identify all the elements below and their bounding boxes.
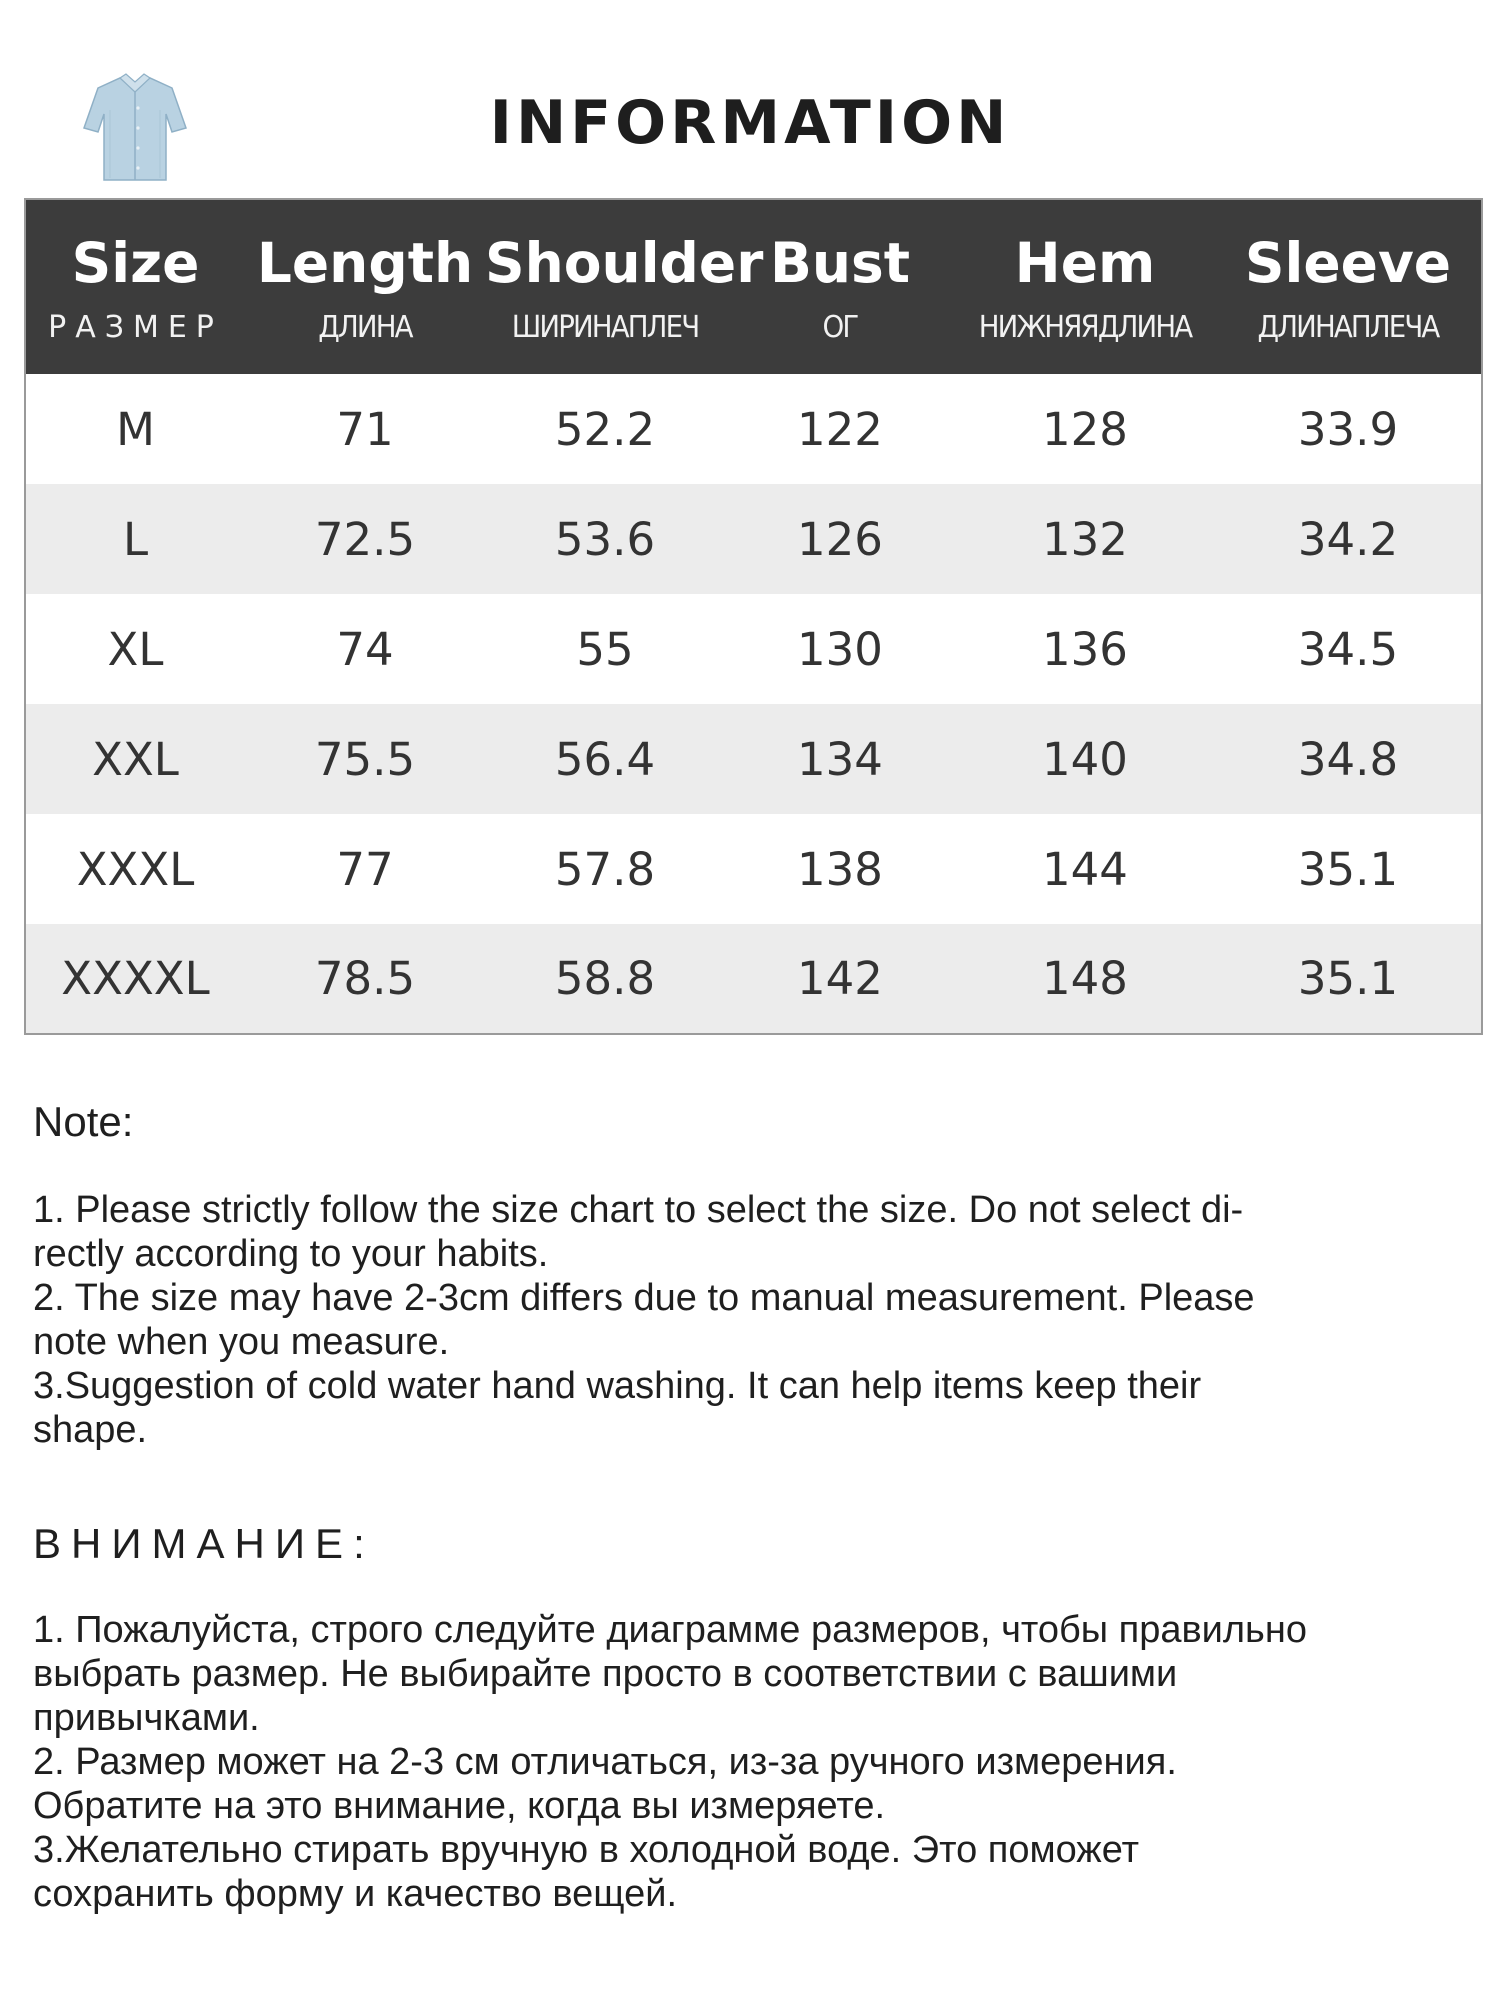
size-cell: XXXXL (61, 952, 210, 1005)
column-title: Hem (1014, 231, 1156, 295)
note-line: rectly according to your habits. (33, 1233, 549, 1275)
hem-cell: 136 (1042, 622, 1128, 676)
note-line: 2. Размер может на 2-3 см отличаться, из-за ручного измерения. (33, 1741, 1177, 1783)
note-text-english (33, 1188, 1473, 1452)
size-cell: M (116, 402, 155, 456)
column-subtitle: РАЗМЕР (48, 310, 223, 345)
table-row (25, 704, 1482, 814)
shoulder-cell: 52.2 (554, 402, 656, 456)
attention-heading: ВНИМАНИЕ: (33, 1520, 375, 1567)
length-cell: 78.5 (314, 952, 416, 1005)
note-line: 3.Желательно стирать вручную в холодной воде. Это поможет (33, 1829, 1140, 1871)
column-subtitle: ДЛИНА (318, 310, 412, 345)
hem-cell: 140 (1042, 732, 1128, 786)
sleeve-cell: 35.1 (1297, 842, 1399, 896)
length-cell: 75.5 (314, 732, 416, 786)
size-chart-table (24, 198, 1483, 1035)
shoulder-cell: 56.4 (554, 732, 656, 786)
size-cell: XXXL (76, 842, 195, 896)
hem-cell: 144 (1042, 842, 1128, 896)
column-header-hem (955, 199, 1215, 374)
column-subtitle: ДЛИНАПЛЕЧА (1257, 310, 1439, 345)
column-header-size (25, 199, 245, 374)
note-heading: Note: (33, 1098, 134, 1145)
length-cell: 71 (336, 402, 394, 456)
column-title: Sleeve (1244, 231, 1452, 295)
note-line: выбрать размер. Не выбирайте просто в соответствии с вашими (33, 1653, 1178, 1695)
column-title: Shoulder (485, 231, 764, 295)
bust-cell: 134 (797, 732, 883, 786)
hem-cell: 148 (1042, 952, 1128, 1005)
sleeve-cell: 34.8 (1297, 732, 1399, 786)
table-row (25, 814, 1482, 924)
column-subtitle: НИЖНЯЯДЛИНА (978, 310, 1192, 345)
page-title: INFORMATION (489, 88, 1011, 158)
table-row (25, 594, 1482, 704)
note-line: note when you measure. (33, 1321, 450, 1363)
hem-cell: 132 (1042, 512, 1128, 566)
bust-cell: 138 (797, 842, 883, 896)
column-header-shoulder (485, 199, 764, 374)
bust-cell: 126 (797, 512, 883, 566)
hem-cell: 128 (1042, 402, 1128, 456)
shoulder-cell: 53.6 (554, 512, 656, 566)
shoulder-cell: 55 (576, 622, 634, 676)
column-header-length (245, 199, 485, 374)
shoulder-cell: 58.8 (554, 952, 656, 1005)
table-header-row (25, 199, 1482, 374)
note-text-russian (33, 1608, 1473, 1916)
length-cell: 74 (336, 622, 394, 676)
sleeve-cell: 35.1 (1297, 952, 1399, 1005)
size-cell: L (122, 512, 149, 566)
table-row (25, 374, 1482, 484)
column-title: Bust (769, 231, 911, 295)
note-line: 2. The size may have 2-3cm differs due to manual measurement. Please (33, 1277, 1255, 1319)
size-cell: XL (107, 622, 164, 676)
bust-cell: 142 (797, 952, 883, 1005)
note-line: 1. Пожалуйста, строго следуйте диаграмме размеров, чтобы правильно (33, 1609, 1307, 1651)
note-line: Обратите на это внимание, когда вы измеряете. (33, 1785, 886, 1827)
shoulder-cell: 57.8 (554, 842, 656, 896)
column-title: Size (71, 231, 200, 295)
length-cell: 72.5 (314, 512, 416, 566)
bust-cell: 122 (797, 402, 883, 456)
sleeve-cell: 33.9 (1297, 402, 1399, 456)
column-header-sleeve (1215, 199, 1482, 374)
length-cell: 77 (336, 842, 394, 896)
note-line: 3.Suggestion of cold water hand washing. It can help items keep their (33, 1365, 1202, 1407)
bust-cell: 130 (797, 622, 883, 676)
column-subtitle: ШИРИНАПЛЕЧ (511, 310, 699, 345)
column-subtitle: ОГ (822, 310, 858, 345)
note-line: 1. Please strictly follow the size chart to select the size. Do not select di- (33, 1189, 1244, 1231)
sleeve-cell: 34.2 (1297, 512, 1399, 566)
sleeve-cell: 34.5 (1297, 622, 1399, 676)
note-line: привычками. (33, 1697, 260, 1739)
size-cell: XXL (92, 732, 179, 786)
table-row (25, 924, 1482, 1034)
note-line: сохранить форму и качество вещей. (33, 1873, 677, 1915)
table-row (25, 484, 1482, 594)
column-title: Length (256, 231, 474, 295)
note-line: shape. (33, 1409, 148, 1451)
